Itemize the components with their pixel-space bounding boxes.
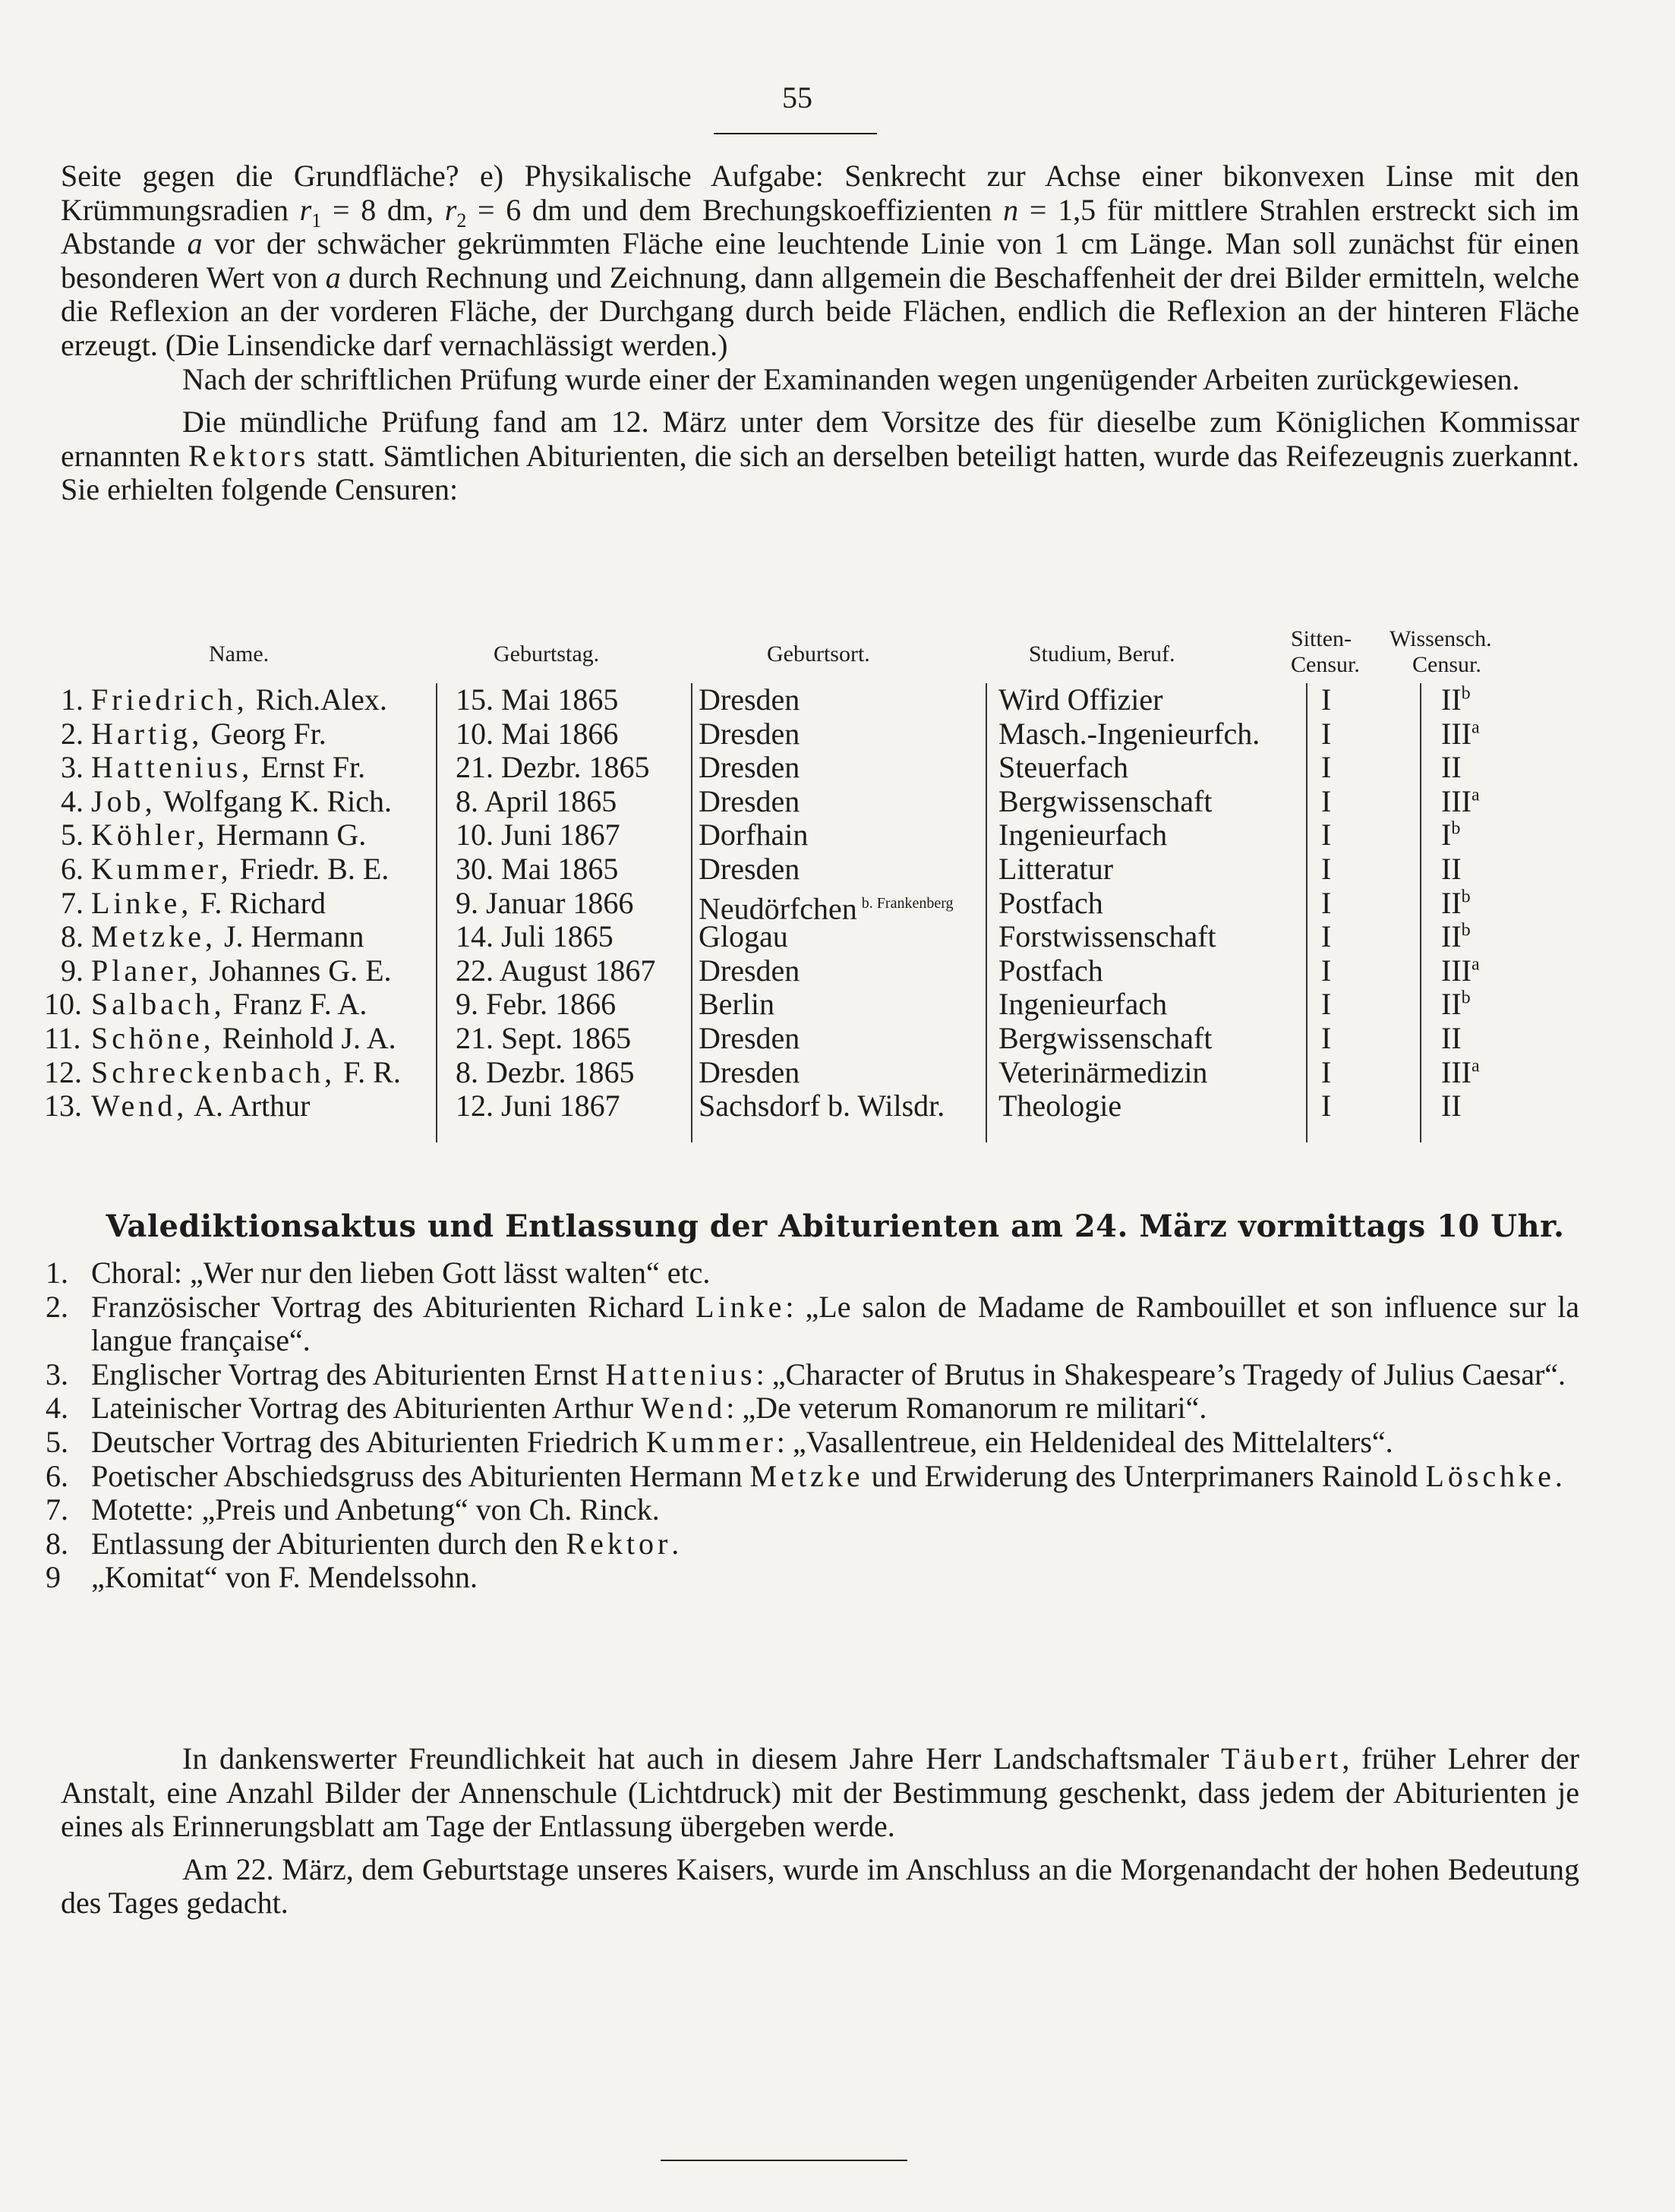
program-item-number: 8. xyxy=(46,1526,68,1561)
header-birthday: Geburtstag. xyxy=(494,641,600,666)
program-text: : „De veterum Romanorum re militari“. xyxy=(726,1391,1207,1426)
program-text: : „Vasallentreue, ein Heldenideal des Mittelalters“. xyxy=(776,1424,1393,1459)
conduct-grade: I xyxy=(1321,1021,1332,1055)
header-wissensch: Wissensch. Censur. xyxy=(1390,626,1492,677)
program-item-number: 2. xyxy=(46,1289,68,1324)
header-sitten: Sitten- Censur. xyxy=(1291,626,1360,677)
program-text: Deutscher Vortrag des Abiturienten Friedrich xyxy=(91,1424,646,1459)
birthplace-cell: Dresden xyxy=(699,852,800,886)
program-text: Französischer Vortrag des Abiturienten Richard xyxy=(91,1289,696,1324)
text-run: = 8 dm, xyxy=(321,192,445,227)
student-name xyxy=(91,852,389,886)
birthplace-cell: Glogau xyxy=(699,919,788,954)
program-item xyxy=(46,1426,1579,1460)
knowledge-grade: $II^b$ xyxy=(1441,885,1471,920)
conduct-grade: I xyxy=(1321,919,1332,954)
knowledge-grade: II xyxy=(1441,1089,1462,1123)
closing-text xyxy=(61,1742,1579,1921)
emperor-birthday-paragraph: Am 22. März, dem Geburtstage unseres Kaisers, wurde im Anschluss an die Morgenandacht der hohen Bedeutung des Tages gedacht. xyxy=(61,1851,1579,1921)
math-symbol: r xyxy=(444,192,457,227)
birthplace-cell: Dorfhain xyxy=(699,818,809,852)
given-names: J. Hermann xyxy=(216,919,364,954)
program-text: und Erwiderung des Unterprimaners Rainold xyxy=(863,1458,1426,1493)
conduct-grade: I xyxy=(1321,716,1332,751)
row-number: 11. xyxy=(44,1021,81,1055)
birthplace-note: b. Frankenberg xyxy=(861,894,954,912)
birthday-cell: 21. Dezbr. 1865 xyxy=(456,750,650,785)
family-name: Job, xyxy=(91,783,156,818)
written-exam-paragraph: Nach der schriftlichen Prüfung wurde einer der Examinanden wegen ungenügender Arbeiten zurückgewiesen. xyxy=(182,361,1520,396)
family-name: Salbach, xyxy=(91,987,226,1022)
knowledge-grade: III$^a$ xyxy=(1441,716,1480,751)
study-cell: Steuerfach xyxy=(998,750,1129,785)
math-symbol: a xyxy=(187,226,203,261)
student-name xyxy=(91,988,367,1021)
study-cell: Postfach xyxy=(998,953,1103,988)
study-cell: Ingenieurfach xyxy=(998,987,1168,1022)
student-name xyxy=(91,751,365,784)
family-name: Linke, xyxy=(91,885,193,920)
row-number: 9. xyxy=(61,953,84,988)
birthplace-cell: Dresden xyxy=(699,750,800,785)
program-item xyxy=(46,1358,1579,1392)
program-item-number: 3. xyxy=(46,1357,68,1391)
text-run: vor der schwächer gekrümmten Fläche eine leuchtende Linie von 1 cm Länge. Man soll zunächst für einen besonderen Wert von xyxy=(61,226,1580,295)
program-item xyxy=(46,1256,1579,1290)
table-row xyxy=(61,818,1602,852)
program-item-number: 7. xyxy=(46,1492,68,1527)
given-names: Hermann G. xyxy=(208,818,367,852)
program-item-number: 6. xyxy=(46,1458,68,1493)
table-row xyxy=(61,751,1602,785)
person-name: Löschke xyxy=(1425,1458,1555,1493)
table-row xyxy=(44,1089,1602,1123)
row-number: 7. xyxy=(61,885,84,920)
birthday-cell: 10. Juni 1867 xyxy=(456,818,620,852)
person-name: Metzke xyxy=(749,1458,864,1493)
physics-task-paragraph xyxy=(61,159,1579,363)
study-cell: Forstwissenschaft xyxy=(998,919,1216,954)
program-text: Lateinischer Vortrag des Abiturienten Arthur xyxy=(91,1391,641,1426)
header-birthplace: Geburtsort. xyxy=(767,641,870,666)
person-name: Rektor xyxy=(566,1526,672,1561)
birthplace-cell: Dresden xyxy=(699,1054,800,1089)
program-item-number: 1. xyxy=(46,1256,68,1290)
taeubert-name: Täubert xyxy=(1221,1741,1342,1776)
student-name xyxy=(91,785,392,818)
table-row xyxy=(61,852,1602,887)
knowledge-grade: II xyxy=(1441,1021,1462,1055)
given-names: F. Richard xyxy=(192,885,326,920)
row-number: 3. xyxy=(61,750,84,785)
table-row xyxy=(61,683,1602,717)
knowledge-grade: $II^b$ xyxy=(1441,919,1471,954)
birthplace-cell: Dresden xyxy=(699,682,800,717)
birthplace-cell: Neudörfchen $^{b. Frankenberg}$ xyxy=(699,890,954,925)
conduct-grade: I xyxy=(1321,953,1332,988)
knowledge-grade: II xyxy=(1441,750,1462,785)
table-row xyxy=(61,954,1602,988)
family-name: Köhler, xyxy=(91,818,209,852)
text-run: durch Rechnung und Zeichnung, dann allgemein die Beschaffenheit der drei Bilder ermitteln, welche die Reflexion an der vorderen Fläche, der Durchgang durch beide Flächen, endlich die Reflexion an der hinteren Fläche erzeugt. (Die Linsendicke darf vernachlässigt werden.) xyxy=(61,260,1579,362)
program-text: Englischer Vortrag des Abiturienten Ernst xyxy=(91,1357,606,1391)
program-text: „Komitat“ von F. Mendelssohn. xyxy=(91,1560,478,1595)
birthday-cell: 9. Januar 1866 xyxy=(456,885,634,920)
program-item xyxy=(46,1493,1579,1527)
conduct-grade: I xyxy=(1321,682,1332,717)
given-names: Rich.Alex. xyxy=(248,682,387,717)
oral-exam-paragraph: Die mündliche Prüfung fand am 12. März unter dem Vorsitze des für dieselbe zum Königlichen Kommissar ernannten Rektors statt. Sämtlichen Abiturienten, die sich an derselben beteiligt hatten, wurde das Reifezeugnis zuerkannt. Sie erhielten folgende Censuren: xyxy=(61,405,1579,507)
intro-text xyxy=(61,159,1579,507)
person-name: Hattenius xyxy=(605,1357,756,1391)
knowledge-grade: $I^b$ xyxy=(1441,818,1461,852)
conduct-grade: I xyxy=(1321,783,1332,818)
birthplace-cell: Berlin xyxy=(699,987,774,1022)
knowledge-grade: $II^b$ xyxy=(1441,682,1471,717)
grade-superscript: b xyxy=(1461,887,1471,907)
birthday-cell: 9. Febr. 1866 xyxy=(456,987,617,1022)
family-name: Schöne, xyxy=(91,1021,215,1055)
text-run: = 6 dm und dem Brechungskoeffizienten xyxy=(466,192,1004,227)
knowledge-grade: III$^a$ xyxy=(1441,1054,1480,1089)
program-text: Entlassung der Abiturienten durch den xyxy=(91,1526,566,1561)
table-row xyxy=(61,717,1602,752)
header-name: Name. xyxy=(209,641,270,666)
grade-superscript: b xyxy=(1461,920,1471,941)
study-cell: Bergwissenschaft xyxy=(998,783,1213,818)
grade-superscript: a xyxy=(1471,1056,1480,1076)
student-name xyxy=(91,1056,401,1089)
study-cell: Litteratur xyxy=(998,852,1114,886)
conduct-grade: I xyxy=(1321,818,1332,852)
math-symbol: n xyxy=(1003,192,1019,227)
grade-superscript: a xyxy=(1471,717,1480,738)
given-names: Ernst Fr. xyxy=(253,750,366,785)
math-symbol: a xyxy=(325,260,341,295)
birthday-cell: 10. Mai 1866 xyxy=(456,716,619,751)
program-item xyxy=(46,1290,1579,1358)
row-number: 6. xyxy=(61,852,84,886)
program-text: : „Character of Brutus in Shakespeare’s Tragedy of Julius Caesar“. xyxy=(755,1357,1566,1391)
person-name: Wend xyxy=(640,1391,727,1426)
conduct-grade: I xyxy=(1321,885,1332,920)
family-name: Schreckenbach, xyxy=(91,1054,336,1089)
conduct-grade: I xyxy=(1321,1089,1332,1123)
birthday-cell: 14. Juli 1865 xyxy=(456,919,614,954)
family-name: Metzke, xyxy=(91,919,216,954)
row-number: 12. xyxy=(44,1054,82,1089)
knowledge-grade: $II^b$ xyxy=(1441,987,1471,1022)
program-text: Choral: „Wer nur den lieben Gott lässt walten“ etc. xyxy=(91,1256,711,1290)
row-number: 13. xyxy=(44,1089,82,1123)
program-text: : „Le salon de Madame de Rambouillet et son influence sur la langue française“. xyxy=(91,1289,1579,1358)
math-symbol: r xyxy=(299,192,312,227)
family-name: Hattenius, xyxy=(91,750,254,785)
table-row xyxy=(61,920,1602,954)
end-rule xyxy=(661,2160,907,2161)
row-number: 5. xyxy=(61,818,84,852)
page-number: 55 xyxy=(782,80,812,115)
program-text: . xyxy=(1554,1458,1563,1493)
family-name: Planer, xyxy=(91,953,202,988)
birthday-cell: 21. Sept. 1865 xyxy=(456,1021,632,1055)
birthday-cell: 8. Dezbr. 1865 xyxy=(456,1054,635,1089)
knowledge-grade: III$^a$ xyxy=(1441,783,1480,818)
text-run: Seite gegen die Grundfläche? e) Physikalische Aufgabe: Senkrecht zur Achse einer bikonvexen Linse mit den Krümmungsradien xyxy=(61,159,1579,227)
birthplace-cell: Dresden xyxy=(699,716,800,751)
birthplace-cell: Sachsdorf b. Wilsdr. xyxy=(699,1089,945,1123)
given-names: Georg Fr. xyxy=(203,716,326,751)
study-cell: Bergwissenschaft xyxy=(998,1021,1213,1055)
table-row xyxy=(44,1021,1602,1056)
study-cell: Masch.-Ingenieurfch. xyxy=(998,716,1260,751)
conduct-grade: I xyxy=(1321,1054,1332,1089)
given-names: Friedr. B. E. xyxy=(232,852,390,886)
study-cell: Veterinärmedizin xyxy=(998,1054,1208,1089)
conduct-grade: I xyxy=(1321,750,1332,785)
student-name xyxy=(91,717,326,751)
birthplace-cell: Dresden xyxy=(699,1021,800,1055)
grade-superscript: b xyxy=(1461,988,1471,1009)
birthday-cell: 22. August 1867 xyxy=(456,953,656,988)
program-item xyxy=(46,1460,1579,1494)
header-study: Studium, Beruf. xyxy=(1029,641,1175,666)
row-number: 1. xyxy=(61,682,84,717)
person-name: Kummer xyxy=(645,1424,777,1459)
birthday-cell: 12. Juni 1867 xyxy=(456,1089,620,1123)
math-subscript: 1 xyxy=(311,209,322,232)
grade-superscript: a xyxy=(1471,954,1480,975)
row-number: 8. xyxy=(61,919,84,954)
grade-superscript: b xyxy=(1451,819,1461,840)
person-name: Linke xyxy=(696,1289,786,1324)
rektor-name: Rektors xyxy=(188,438,310,473)
program-text: . xyxy=(671,1526,680,1561)
row-number: 10. xyxy=(44,987,82,1022)
row-number: 2. xyxy=(61,716,84,751)
study-cell: Wird Offizier xyxy=(998,682,1163,717)
program-text: Motette: „Preis und Anbetung“ von Ch. Rinck. xyxy=(91,1492,660,1527)
conduct-grade: I xyxy=(1321,987,1332,1022)
student-name xyxy=(91,1022,396,1055)
gift-paragraph: In dankenswerter Freundlichkeit hat auch in diesem Jahre Herr Landschaftsmaler Täubert, früher Lehrer der Anstalt, eine Anzahl Bilder der Annenschule (Lichtdruck) mit der Bestimmung geschenkt, dass jedem der Abiturienten je eines als Erinnerungsblatt am Tage der Entlassung übergeben werde. xyxy=(61,1741,1580,1844)
valediction-title: Valediktionsaktus und Entlassung der Abiturienten am 24. März vormittags 10 Uhr. xyxy=(106,1208,1565,1244)
birthday-cell: 15. Mai 1865 xyxy=(456,682,619,717)
table-row xyxy=(61,785,1602,819)
birthplace-cell: Dresden xyxy=(699,783,800,818)
given-names: Reinhold J. A. xyxy=(214,1021,396,1055)
valediction-program xyxy=(46,1256,1579,1595)
given-names: Franz F. A. xyxy=(225,987,367,1022)
grade-superscript: a xyxy=(1471,785,1480,805)
family-name: Wend, xyxy=(91,1089,188,1123)
given-names: Johannes G. E. xyxy=(201,953,392,988)
given-names: A. Arthur xyxy=(188,1089,311,1123)
page-number-rule xyxy=(714,133,877,134)
student-name xyxy=(91,887,326,920)
birthday-cell: 30. Mai 1865 xyxy=(456,852,619,886)
study-cell: Theologie xyxy=(998,1089,1122,1123)
student-name xyxy=(91,818,366,852)
row-number: 4. xyxy=(61,783,84,818)
program-item xyxy=(46,1527,1579,1561)
program-item xyxy=(46,1561,1579,1595)
table-row xyxy=(44,1054,1602,1090)
study-cell: Ingenieurfach xyxy=(998,818,1168,852)
text-run: = 1,5 für mittlere Strahlen erstreckt sich im Abstande xyxy=(61,192,1580,261)
family-name: Hartig, xyxy=(91,716,203,751)
conduct-grade: I xyxy=(1321,852,1332,886)
student-name xyxy=(91,683,387,717)
student-name xyxy=(91,954,392,988)
given-names: F. R. xyxy=(336,1054,401,1089)
knowledge-grade: II xyxy=(1441,852,1462,886)
math-subscript: 2 xyxy=(456,209,467,232)
program-item-number: 4. xyxy=(46,1391,68,1426)
student-name xyxy=(91,1089,310,1123)
student-name xyxy=(91,920,364,953)
knowledge-grade: III$^a$ xyxy=(1441,953,1480,988)
birthday-cell: 8. April 1865 xyxy=(456,783,617,818)
program-item-number: 5. xyxy=(46,1424,68,1459)
grades-table-body xyxy=(44,682,1602,1146)
given-names: Wolfgang K. Rich. xyxy=(156,783,393,818)
table-row xyxy=(44,987,1602,1022)
grade-superscript: b xyxy=(1461,683,1471,704)
family-name: Friedrich, xyxy=(91,682,248,717)
family-name: Kummer, xyxy=(91,852,232,886)
birthplace-cell: Dresden xyxy=(699,953,800,988)
study-cell: Postfach xyxy=(998,885,1103,920)
program-item-number: 9 xyxy=(46,1560,61,1595)
program-item xyxy=(46,1391,1579,1426)
table-row xyxy=(61,885,1602,925)
program-text: Poetischer Abschiedsgruss des Abiturienten Hermann xyxy=(91,1458,750,1493)
